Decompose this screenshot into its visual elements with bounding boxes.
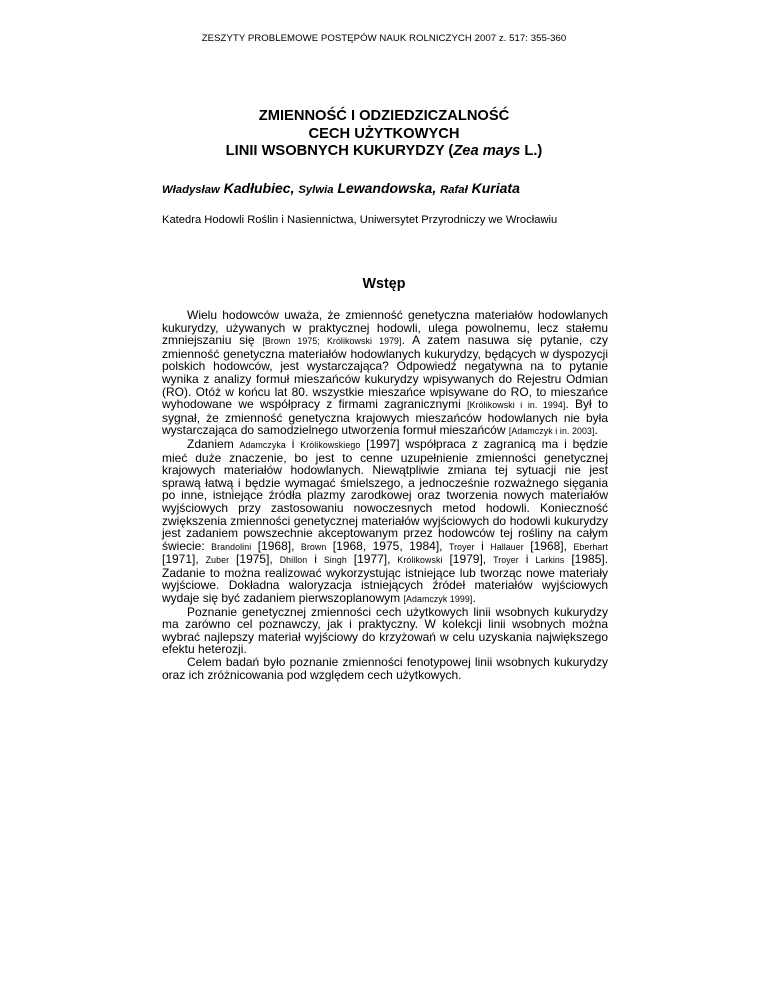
cited-author: Troyer	[493, 555, 519, 566]
author-given: Rafał	[440, 184, 468, 196]
cited-author: Królikowski	[397, 555, 443, 566]
cited-author: Adamczyka	[239, 439, 286, 450]
citation: [Adamczyk 1999]	[403, 594, 473, 605]
citation: [Adamczyk i in. 2003]	[508, 426, 595, 437]
body-text	[162, 309, 608, 681]
citation: [Brown 1975; Królikowski 1979]	[262, 336, 402, 347]
cited-author: Hallauer	[490, 541, 524, 552]
cited-author: Singh	[323, 555, 347, 566]
paragraph-2: Zdaniem Adamczyka i Królikowskiego [1997] współpraca z zagranicą ma i będzie mieć duże znaczenie, bo jest to cenne uzupełnienie zmienności genetycznej krajowych materiałów hodowlanych. Niewątpliwie zmiana tej sytuacji nie jest sprawą łatwą i będzie wymagać śmielszego, a jednocześnie rozważnego sięgania po inne, istniejące źródła plazmy zarodkowej oraz tworzenia nowych materiałów wyjściowych przy zastosowaniu nowoczesnych metod hodowli. Konieczność zwiększenia zmienności genetycznej materiałów wyjściowych do hodowli kukurydzy jest zadaniem powszechnie akceptowanym przez hodowców tej rośliny na całym świecie: Brandolini [1968], Brown [1968, 1975, 1984], Troyer i Hallauer [1968], Eberhart [1971], Zuber [1975], Dhillon i Singh [1977], Królikowski [1979], Troyer i Larkins [1985]. Zadanie to można realizować wykorzystując istniejące lub tworząc nowe materiały wyjściowe. Dokładna waloryzacja istniejących źródeł materiałów wyjściowych wydaje się być zadaniem pierwszoplanowym [Adamczyk 1999].	[162, 436, 609, 606]
author-given: Władysław	[162, 184, 220, 196]
title-line-1: ZMIENNOŚĆ I ODZIEDZICZALNOŚĆ	[258, 108, 510, 124]
section-heading: Wstęp	[362, 276, 406, 292]
author-family: Lewandowska	[337, 180, 433, 196]
cited-author: Królikowskiego	[300, 439, 361, 450]
author-given: Sylwia	[298, 184, 334, 196]
author-family: Kuriata	[471, 180, 520, 196]
author-list: Władysław Kadłubiec, Sylwia Lewandowska, Rafał Kuriata	[162, 180, 520, 196]
citation: [Królikowski i in. 1994]	[467, 400, 566, 411]
author-family: Kadłubiec	[223, 180, 291, 196]
cited-author: Larkins	[535, 555, 565, 566]
species-name: Zea mays	[453, 143, 521, 159]
cited-author: Eberhart	[573, 541, 608, 552]
article-title	[0, 108, 768, 161]
title-line-3: LINII WSOBNYCH KUKURYDZY (Zea mays L.)	[225, 143, 543, 159]
cited-author: Brown	[300, 541, 327, 552]
journal-header: ZESZYTY PROBLEMOWE POSTĘPÓW NAUK ROLNICZYCH 2007 z. 517: 355-360	[201, 33, 567, 44]
paragraph-1: Wielu hodowców uważa, że zmienność genetyczna materiałów hodowlanych kukurydzy, używanych w praktycznej hodowli, ulega powolnemu, lecz stałemu zmniejszaniu się [Brown 1975; Królikowski 1979]. A zatem nasuwa się pytanie, czy zmienność genetyczna materiałów hodowlanych kukurydzy, będących w dyspozycji polskich hodowców, jest wystarczająca? Odpowiedź negatywna na to pytanie wynika z analizy formuł mieszańców kukurydzy wpisywanych do Rejestru Odmian (RO). Otóż w końcu lat 80. wszystkie mieszańce wpisywane do RO, to mieszańce wyhodowane we współpracy z firmami zagranicznymi [Królikowski i in. 1994]. Był to sygnał, że zmienność genetyczna krajowych mieszańców hodowlanych nie była wystarczająca do samodzielnego utworzenia formuł mieszańców [Adamczyk i in. 2003].	[162, 308, 608, 438]
cited-author: Dhillon	[279, 555, 308, 566]
cited-author: Zuber	[205, 555, 230, 566]
paragraph-4: Celem badań było poznanie zmienności fenotypowej linii wsobnych kukurydzy oraz ich zróżnicowania pod względem cech użytkowych.	[162, 655, 608, 682]
title-line-2: CECH UŻYTKOWYCH	[308, 125, 460, 142]
affiliation: Katedra Hodowli Roślin i Nasiennictwa, Uniwersytet Przyrodniczy we Wrocławiu	[162, 214, 558, 226]
cited-author: Brandolini	[211, 541, 252, 552]
cited-author: Troyer	[448, 541, 475, 552]
paragraph-3: Poznanie genetycznej zmienności cech użytkowych linii wsobnych kukurydzy ma zarówno cel poznawczy, jak i praktyczny. W kolekcji linii wsobnych można wybrać najlepszy materiał wyjściowy do krzyżowań w celu uzyskania największego efektu heterozji.	[162, 604, 608, 657]
